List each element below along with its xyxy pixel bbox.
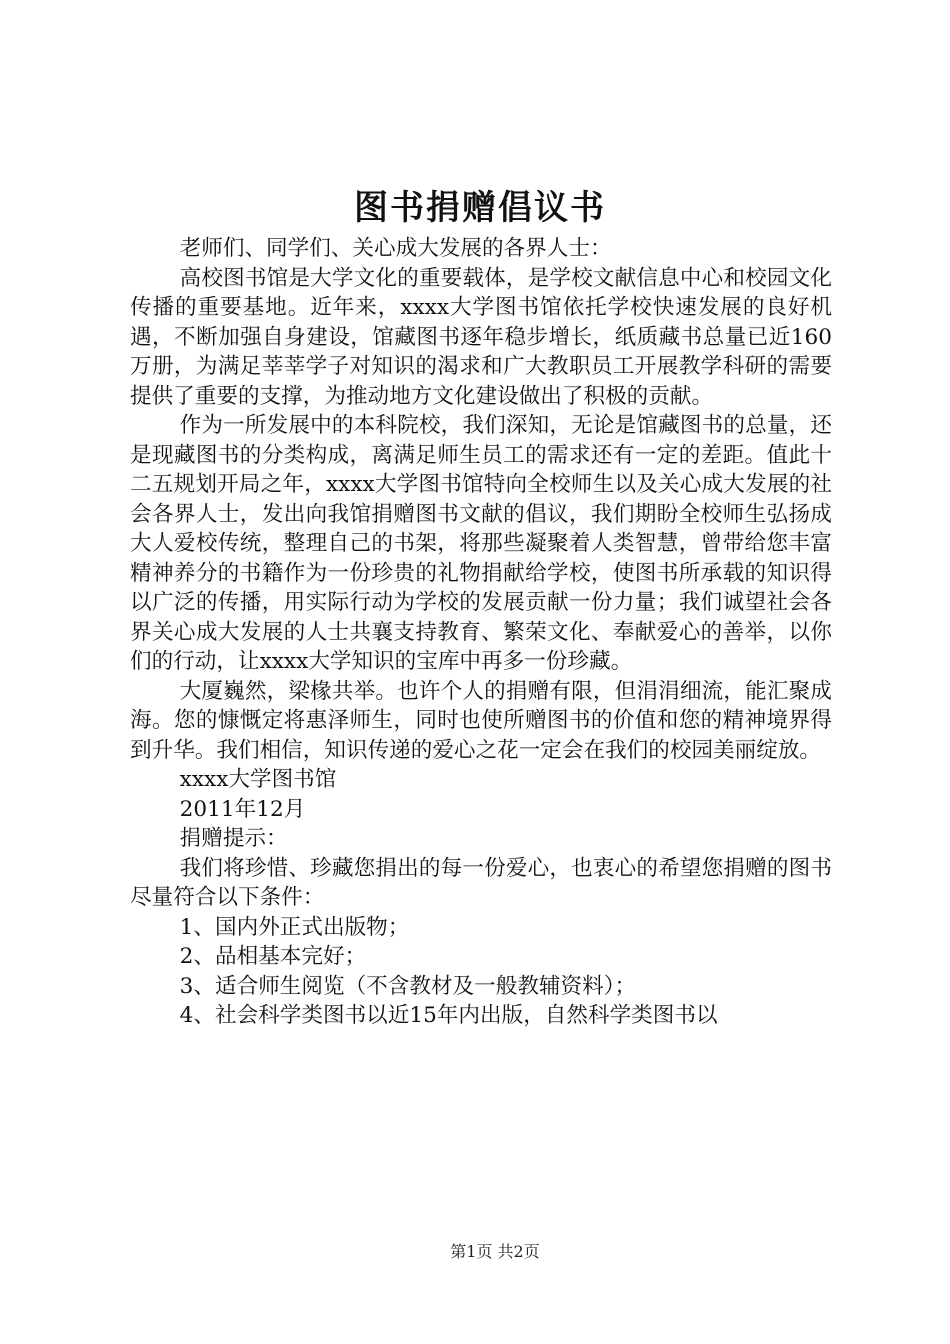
condition-3: 3、适合师生阅览（不含教材及一般教辅资料）； xyxy=(179,973,637,999)
page-footer: 第1页 共2页 xyxy=(450,1242,540,1261)
document-body xyxy=(130,234,832,1031)
document-title: 图书捐赠倡议书 xyxy=(354,188,606,228)
condition-4: 4、社会科学类图书以近15年内出版，自然科学类图书以 xyxy=(179,1003,718,1028)
condition-2: 2、品相基本完好； xyxy=(179,944,367,969)
condition-1: 1、国内外正式出版物； xyxy=(179,914,410,940)
date: 2011年12月 xyxy=(179,796,306,822)
paragraph-3: 大厦巍然，梁椽共举。也许个人的捐赠有限，但涓涓细流，能汇聚成海。您的慷慨定将惠泽师生，同时也使所赠图书的价值和您的精神境界得到升华。我们相信，知识传递的爱心之花一定会在我们的校园美丽绽放。 xyxy=(130,678,832,763)
salutation: 老师们、同学们、关心成大发展的各界人士： xyxy=(179,236,612,261)
paragraph-1: 高校图书馆是大学文化的重要载体，是学校文献信息中心和校园文化传播的重要基地。近年来，xxxx大学图书馆依托学校快速发展的良好机遇，不断加强自身建设，馆藏图书逐年稳步增长，纸质藏书总量已近160万册，为满足莘莘学子对知识的渴求和广大教职员工开展教学科研的需要提供了重要的支撑，为推动地方文化建设做出了积极的贡献。 xyxy=(130,265,832,409)
paragraph-2: 作为一所发展中的本科院校，我们深知，无论是馆藏图书的总量，还是现藏图书的分类构成，离满足师生员工的需求还有一定的差距。值此十二五规划开局之年，xxxx大学图书馆特向全校师生以及关心成大发展的社会各界人士，发出向我馆捐赠图书文献的倡议，我们期盼全校师生弘扬成大人爱校传统，整理自己的书架，将那些凝聚着人类智慧，曾带给您丰富精神养分的书籍作为一份珍贵的礼物捐献给学校，使图书所承载的知识得以广泛的传播，用实际行动为学校的发展贡献一份力量；我们诚望社会各界关心成大发展的人士共襄支持教育、繁荣文化、奉献爱心的善举，以你们的行动，让xxxx大学知识的宝库中再多一份珍藏。 xyxy=(130,413,832,674)
signature: xxxx大学图书馆 xyxy=(179,767,337,792)
tips-heading: 捐赠提示： xyxy=(179,826,288,851)
tips-intro: 我们将珍惜、珍藏您捐出的每一份爱心，也衷心的希望您捐赠的图书尽量符合以下条件： xyxy=(130,855,832,910)
